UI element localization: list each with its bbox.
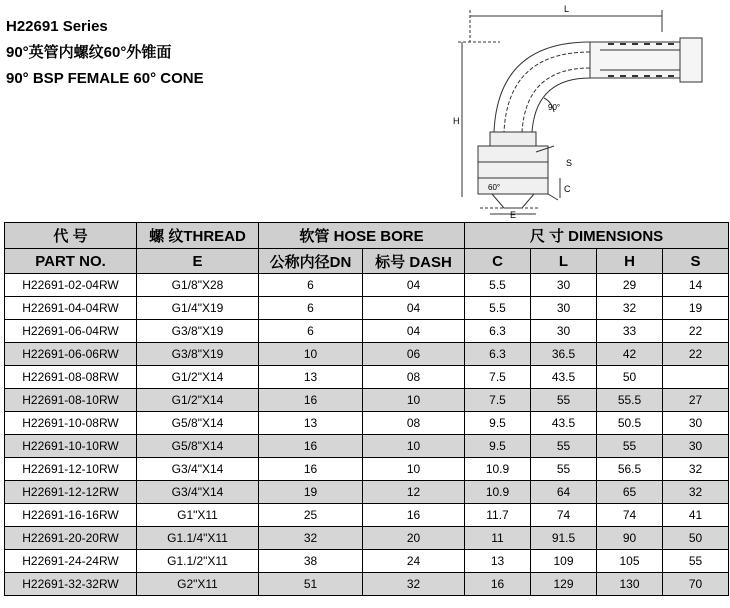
table-row — [5, 573, 729, 596]
cell-thread: G1/8"X28 — [137, 274, 259, 297]
cell-dn: 16 — [259, 458, 363, 481]
cell-h: 105 — [597, 550, 663, 573]
cell-thread: G1.1/4"X11 — [137, 527, 259, 550]
cell-h: 55.5 — [597, 389, 663, 412]
series-title: H22691 Series — [6, 18, 108, 35]
cell-dash: 04 — [363, 274, 465, 297]
header-l: L — [531, 249, 597, 274]
cell-s: 30 — [663, 412, 729, 435]
cell-part: H22691-04-04RW — [5, 297, 137, 320]
cell-thread: G1/4"X19 — [137, 297, 259, 320]
cell-thread: G1.1/2"X11 — [137, 550, 259, 573]
cell-s: 22 — [663, 343, 729, 366]
cell-part: H22691-10-10RW — [5, 435, 137, 458]
cell-l: 74 — [531, 504, 597, 527]
cell-dn: 10 — [259, 343, 363, 366]
cell-h: 55 — [597, 435, 663, 458]
dim-label-e: E — [510, 210, 517, 220]
header-dimensions: 尺 寸 DIMENSIONS — [465, 223, 729, 249]
cell-part: H22691-24-24RW — [5, 550, 137, 573]
table-row — [5, 274, 729, 297]
cell-thread: G2"X11 — [137, 573, 259, 596]
cell-c: 9.5 — [465, 435, 531, 458]
header-thread: 螺 纹THREAD — [137, 223, 259, 249]
cell-h: 32 — [597, 297, 663, 320]
cell-thread: G3/8"X19 — [137, 343, 259, 366]
cell-l: 64 — [531, 481, 597, 504]
cell-h: 33 — [597, 320, 663, 343]
cell-l: 43.5 — [531, 366, 597, 389]
cell-dash: 10 — [363, 389, 465, 412]
angle-label: 90° — [548, 103, 561, 112]
cell-part: H22691-02-04RW — [5, 274, 137, 297]
cell-part: H22691-16-16RW — [5, 504, 137, 527]
cell-c: 5.5 — [465, 297, 531, 320]
cell-s: 27 — [663, 389, 729, 412]
dim-label-s: S — [566, 158, 573, 168]
cell-dash: 20 — [363, 527, 465, 550]
cell-s — [663, 366, 729, 389]
cell-c: 16 — [465, 573, 531, 596]
cell-s: 22 — [663, 320, 729, 343]
cell-s: 19 — [663, 297, 729, 320]
cell-c: 10.9 — [465, 481, 531, 504]
english-title: 90° BSP FEMALE 60° CONE — [6, 70, 204, 87]
header-dn: 公称内径DN — [259, 249, 363, 274]
cell-dash: 10 — [363, 458, 465, 481]
cell-dn: 16 — [259, 389, 363, 412]
header-c: C — [465, 249, 531, 274]
cell-dn: 19 — [259, 481, 363, 504]
header-thread-e: E — [137, 249, 259, 274]
cell-c: 10.9 — [465, 458, 531, 481]
header-code: 代 号 — [5, 223, 137, 249]
cell-dash: 24 — [363, 550, 465, 573]
cell-s: 32 — [663, 481, 729, 504]
cell-l: 43.5 — [531, 412, 597, 435]
table-row — [5, 504, 729, 527]
cell-thread: G1"X11 — [137, 504, 259, 527]
cell-s: 70 — [663, 573, 729, 596]
cell-dash: 04 — [363, 297, 465, 320]
cell-dn: 6 — [259, 274, 363, 297]
cell-l: 30 — [531, 274, 597, 297]
cell-dn: 6 — [259, 320, 363, 343]
table-row — [5, 412, 729, 435]
cell-part: H22691-32-32RW — [5, 573, 137, 596]
cell-s: 32 — [663, 458, 729, 481]
table-row — [5, 366, 729, 389]
cell-l: 36.5 — [531, 343, 597, 366]
cone-label: 60° — [488, 183, 501, 192]
dim-label-h: H — [453, 116, 460, 126]
cell-dn: 6 — [259, 297, 363, 320]
cell-thread: G1/2"X14 — [137, 389, 259, 412]
table-row — [5, 320, 729, 343]
cell-part: H22691-20-20RW — [5, 527, 137, 550]
cell-h: 50.5 — [597, 412, 663, 435]
cell-c: 5.5 — [465, 274, 531, 297]
cell-l: 55 — [531, 389, 597, 412]
header-part-no: PART NO. — [5, 249, 137, 274]
cell-h: 50 — [597, 366, 663, 389]
cell-dn: 25 — [259, 504, 363, 527]
spec-table — [4, 222, 729, 596]
header-h: H — [597, 249, 663, 274]
cell-l: 91.5 — [531, 527, 597, 550]
table-row — [5, 481, 729, 504]
fitting-drawing — [440, 2, 708, 220]
cell-s: 55 — [663, 550, 729, 573]
cell-part: H22691-08-08RW — [5, 366, 137, 389]
header-dash: 标号 DASH — [363, 249, 465, 274]
cell-h: 130 — [597, 573, 663, 596]
table-row — [5, 550, 729, 573]
cell-thread: G1/2"X14 — [137, 366, 259, 389]
cell-s: 50 — [663, 527, 729, 550]
cell-thread: G5/8"X14 — [137, 435, 259, 458]
cell-dn: 13 — [259, 366, 363, 389]
title-block — [6, 14, 204, 92]
table-row — [5, 343, 729, 366]
cell-h: 56.5 — [597, 458, 663, 481]
cell-s: 30 — [663, 435, 729, 458]
table-row — [5, 527, 729, 550]
cell-dn: 38 — [259, 550, 363, 573]
cell-h: 29 — [597, 274, 663, 297]
cell-dash: 16 — [363, 504, 465, 527]
cell-c: 11.7 — [465, 504, 531, 527]
cell-c: 11 — [465, 527, 531, 550]
cell-l: 109 — [531, 550, 597, 573]
cell-part: H22691-08-10RW — [5, 389, 137, 412]
cell-thread: G5/8"X14 — [137, 412, 259, 435]
cell-c: 13 — [465, 550, 531, 573]
cell-dash: 12 — [363, 481, 465, 504]
cell-c: 6.3 — [465, 320, 531, 343]
cell-c: 6.3 — [465, 343, 531, 366]
header-hose-bore: 软管 HOSE BORE — [259, 223, 465, 249]
cell-dash: 04 — [363, 320, 465, 343]
cell-l: 55 — [531, 458, 597, 481]
cell-part: H22691-12-10RW — [5, 458, 137, 481]
cell-l: 30 — [531, 297, 597, 320]
chinese-title: 90°英管内螺纹60°外锥面 — [6, 44, 172, 61]
cell-dn: 16 — [259, 435, 363, 458]
cell-dash: 06 — [363, 343, 465, 366]
cell-dash: 08 — [363, 366, 465, 389]
cell-part: H22691-10-08RW — [5, 412, 137, 435]
cell-h: 42 — [597, 343, 663, 366]
cell-s: 14 — [663, 274, 729, 297]
table-row — [5, 389, 729, 412]
cell-thread: G3/8"X19 — [137, 320, 259, 343]
cell-h: 74 — [597, 504, 663, 527]
dim-label-l: L — [564, 4, 570, 14]
cell-dn: 13 — [259, 412, 363, 435]
cell-s: 41 — [663, 504, 729, 527]
cell-part: H22691-06-06RW — [5, 343, 137, 366]
cell-c: 7.5 — [465, 366, 531, 389]
cell-h: 90 — [597, 527, 663, 550]
cell-dash: 10 — [363, 435, 465, 458]
dim-label-c: C — [564, 184, 571, 194]
cell-thread: G3/4"X14 — [137, 481, 259, 504]
header-s: S — [663, 249, 729, 274]
cell-part: H22691-12-12RW — [5, 481, 137, 504]
cell-part: H22691-06-04RW — [5, 320, 137, 343]
cell-l: 30 — [531, 320, 597, 343]
table-row — [5, 435, 729, 458]
table-row — [5, 458, 729, 481]
cell-thread: G3/4"X14 — [137, 458, 259, 481]
cell-c: 9.5 — [465, 412, 531, 435]
cell-dash: 32 — [363, 573, 465, 596]
cell-c: 7.5 — [465, 389, 531, 412]
cell-dn: 32 — [259, 527, 363, 550]
cell-dash: 08 — [363, 412, 465, 435]
cell-l: 129 — [531, 573, 597, 596]
table-row — [5, 297, 729, 320]
cell-l: 55 — [531, 435, 597, 458]
cell-dn: 51 — [259, 573, 363, 596]
cell-h: 65 — [597, 481, 663, 504]
